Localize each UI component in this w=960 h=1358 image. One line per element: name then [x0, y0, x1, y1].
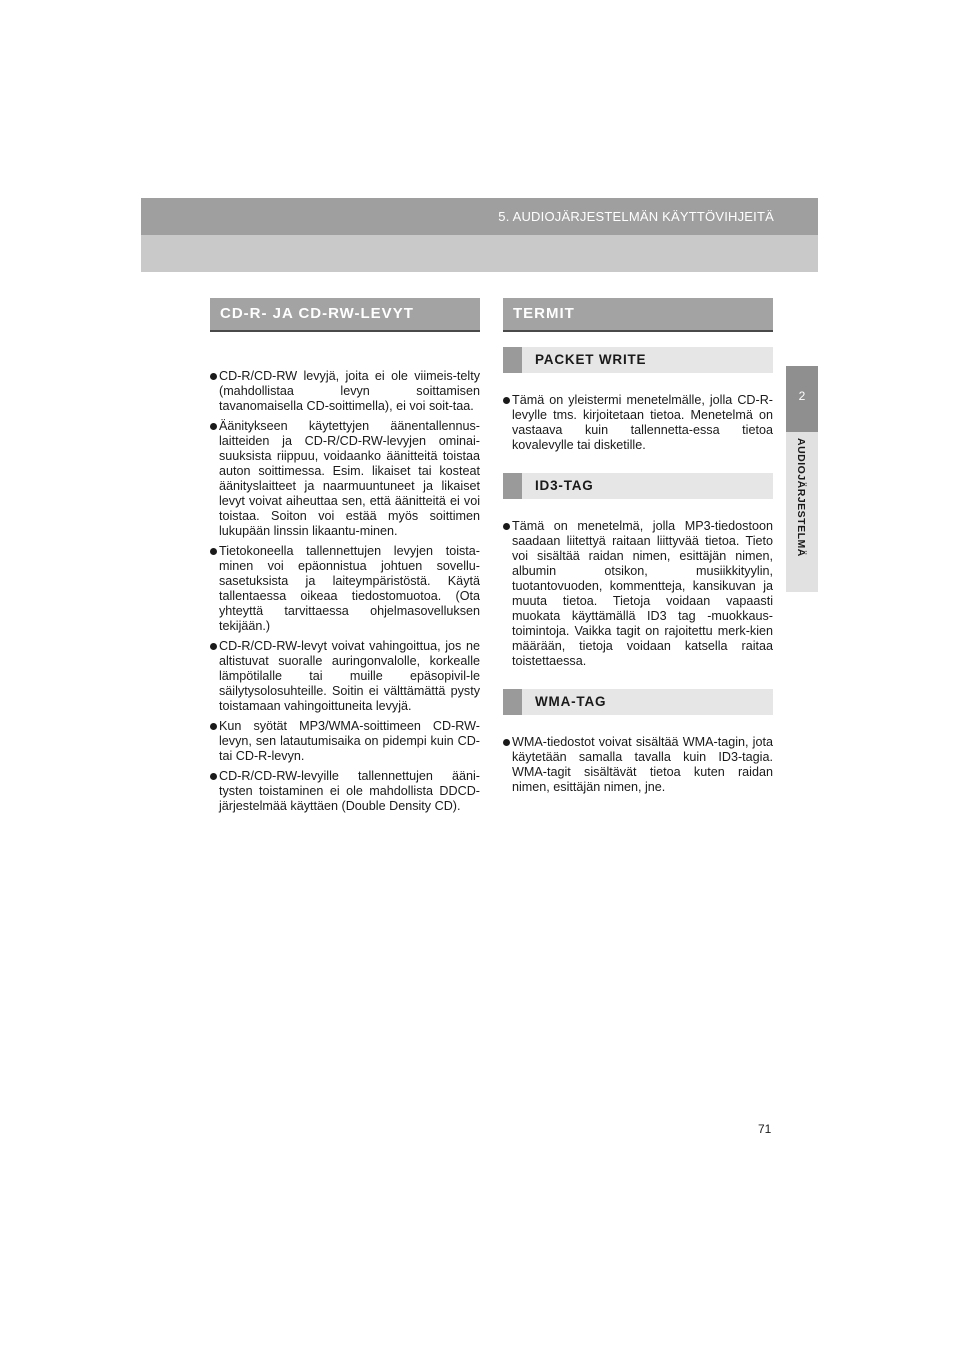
- chapter-tab-label-block: [786, 432, 818, 592]
- bullet-icon: [210, 723, 217, 730]
- chapter-tab-label: AUDIOJÄRJESTELMÄ: [795, 438, 807, 557]
- list-item: Kun syötät MP3/WMA-soittimeen CD-RW-levyn, sen latautumisaika on pidempi kuin CD- tai CD-R-levyn.: [210, 719, 480, 764]
- list-item: Tietokoneella tallennettujen levyjen toista-minen voi epäonnistua johtuen sovellu-sasetuksista ja laiteympäristöstä. Käytä tallentaessa oikeaa tiedostomuotoa. (Ota yhteyttä tarvittaessa ohjelmasovelluksen tekijään.): [210, 544, 480, 634]
- list-item: CD-R/CD-RW-levyille tallennettujen ääni-tysten toistaminen ei ole mahdollista DDCD-järjestelmää käyttäen (Double Density CD).: [210, 769, 480, 814]
- left-column: [210, 298, 480, 819]
- subheading-marker: [503, 347, 522, 373]
- cd-r-bullet-list: [210, 369, 480, 814]
- subheading-id3-tag: ID3-TAG: [503, 473, 773, 499]
- chapter-header-strip: [141, 198, 818, 235]
- section-heading-cd-r: CD-R- JA CD-RW-LEVYT: [210, 298, 480, 332]
- id3-tag-list: [503, 519, 773, 669]
- packet-write-list: [503, 393, 773, 453]
- chapter-tab-number-block: [786, 366, 818, 432]
- chapter-title: 5. AUDIOJÄRJESTELMÄN KÄYTTÖVIHJEITÄ: [498, 209, 774, 224]
- bullet-icon: [503, 739, 510, 746]
- bullet-icon: [503, 397, 510, 404]
- bullet-icon: [503, 523, 510, 530]
- page-number: 71: [758, 1122, 772, 1136]
- list-item: Tämä on menetelmä, jolla MP3-tiedostoon saadaan liitettyä raitaan liittyvää tietoa. Tieto voi sisältää raidan nimen, esittäjän nimen, albumin otsikon, musiikkityylin, tuotantovuoden, kommentteja, kansikuvan ja muuta tietoa. Tietoja voidaan vapaasti muokata käyttämällä ID3 tag -muokkaus-toimintoja. Vaikka tagit on rajoitettu merk-kien määrään, tietoja voidaan katsella raitaa toistettaessa.: [503, 519, 773, 669]
- list-item: Äänitykseen käytettyjen äänentallennus-laitteiden ja CD-R/CD-RW-levyjen ominai-suuksista riippuu, voidaanko äänitteitä toistaa auton soittimessa. Esim. likaiset tai kosteat äänityslaitteet ja naarmuuntuneet ja likaiset levyt voivat aiheuttaa sen, että äänitteitä ei voi toistaa. Soiton voi estää myös soittimen lukupään linssin likaantu-minen.: [210, 419, 480, 539]
- subheading-wma-tag: WMA-TAG: [503, 689, 773, 715]
- bullet-icon: [210, 773, 217, 780]
- list-item: CD-R/CD-RW-levyt voivat vahingoittua, jos ne altistuvat suoralle auringonvalolle, korkealle lämpötilalle tai muille epäsopivil-le säilytysolosuhteille. Soitin ei välttämättä pysty toistamaan vahingoittuneita levyjä.: [210, 639, 480, 714]
- subheading-marker: [503, 473, 522, 499]
- bullet-icon: [210, 373, 217, 380]
- subheading-marker: [503, 689, 522, 715]
- wma-tag-list: [503, 735, 773, 795]
- chapter-header-band: [141, 198, 818, 272]
- bullet-icon: [210, 643, 217, 650]
- bullet-icon: [210, 548, 217, 555]
- list-item: Tämä on yleistermi menetelmälle, jolla CD-R-levylle tms. kirjoitetaan tietoa. Menetelmä on vastaava kuin tallennetta-essa tietoa kovalevylle tai disketille.: [503, 393, 773, 453]
- list-item: WMA-tiedostot voivat sisältää WMA-tagin, jota käytetään samalla tavalla kuin ID3-tagia. WMA-tagit sisältävät tietoa kuten raidan nimen, esittäjän nimen, jne.: [503, 735, 773, 795]
- subheading-packet-write: PACKET WRITE: [503, 347, 773, 373]
- right-column: [503, 298, 773, 800]
- section-heading-termit: TERMIT: [503, 298, 773, 332]
- bullet-icon: [210, 423, 217, 430]
- list-item: CD-R/CD-RW levyjä, joita ei ole viimeis-telty (mahdollistaa levyn soittamisen tavanomaisella CD-soittimella), ei voi soit-taa.: [210, 369, 480, 414]
- chapter-tab-number: 2: [798, 389, 806, 403]
